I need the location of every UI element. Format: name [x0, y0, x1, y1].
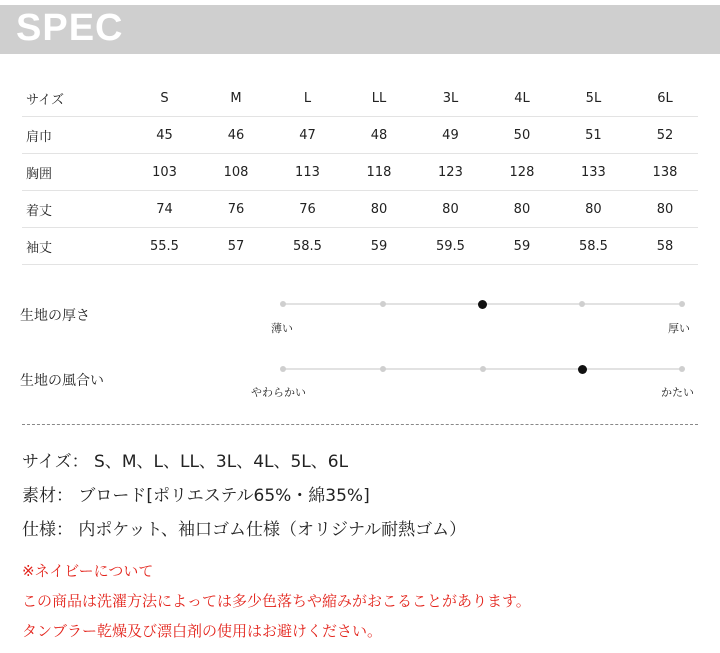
row-label: 着丈 [22, 191, 126, 228]
scale-high-label: 厚い [668, 322, 690, 335]
table-cell: 80 [555, 191, 632, 228]
thickness-scale [0, 296, 720, 346]
page-title: SPEC [16, 7, 124, 49]
size-spec-table [22, 80, 698, 265]
table-cell: 59.5 [412, 228, 489, 265]
table-cell: 113 [269, 154, 346, 191]
table-cell: 55.5 [126, 228, 203, 265]
size-col-header: L [269, 80, 346, 117]
table-cell: 76 [269, 191, 346, 228]
fading-warning: この商品は洗濯方法によっては多少色落ちや縮みがおこることがあります。 [22, 592, 531, 610]
scale-dot [679, 366, 685, 372]
table-cell: 52 [632, 117, 698, 154]
table-cell: 57 [203, 228, 269, 265]
table-cell: 59 [346, 228, 412, 265]
table-row [22, 191, 698, 228]
size-col-header: S [126, 80, 203, 117]
row-label: 肩巾 [22, 117, 126, 154]
scale-dot [679, 301, 685, 307]
table-cell: 49 [412, 117, 489, 154]
table-header-row [22, 80, 698, 117]
table-cell: 128 [489, 154, 555, 191]
table-cell: 58.5 [269, 228, 346, 265]
row-label: 胸囲 [22, 154, 126, 191]
size-col-header: 3L [412, 80, 489, 117]
scale-dot [380, 301, 386, 307]
size-col-header: M [203, 80, 269, 117]
table-cell: 46 [203, 117, 269, 154]
section-divider [22, 424, 698, 425]
table-cell: 48 [346, 117, 412, 154]
spec-header-bar [0, 5, 720, 54]
table-cell: 138 [632, 154, 698, 191]
scale-dot [579, 301, 585, 307]
table-cell: 80 [346, 191, 412, 228]
table-cell: 118 [346, 154, 412, 191]
size-col-header: 4L [489, 80, 555, 117]
table-cell: 76 [203, 191, 269, 228]
size-col-header: LL [346, 80, 412, 117]
table-cell: 133 [555, 154, 632, 191]
table-cell: 123 [412, 154, 489, 191]
scale-selected-dot [578, 365, 587, 374]
scale-dot [280, 366, 286, 372]
table-row [22, 228, 698, 265]
table-row [22, 154, 698, 191]
size-col-header: 6L [632, 80, 698, 117]
scale-low-label: 薄い [271, 322, 293, 335]
table-cell: 80 [489, 191, 555, 228]
row-label: 袖丈 [22, 228, 126, 265]
scale-label: 生地の風合い [20, 373, 104, 389]
table-cell: 45 [126, 117, 203, 154]
table-cell: 51 [555, 117, 632, 154]
scale-label: 生地の厚さ [20, 308, 90, 324]
table-row [22, 117, 698, 154]
drying-warning: タンブラー乾燥及び漂白剤の使用はお避けください。 [22, 622, 383, 640]
table-cell: 58 [632, 228, 698, 265]
scale-dot [280, 301, 286, 307]
table-cell: 108 [203, 154, 269, 191]
scale-dot [480, 366, 486, 372]
scale-dot [380, 366, 386, 372]
table-cell: 58.5 [555, 228, 632, 265]
scale-high-label: かたい [661, 386, 694, 399]
table-cell: 47 [269, 117, 346, 154]
spec-info: 仕様： 内ポケット、袖口ゴム仕様（オリジナル耐熱ゴム） [22, 520, 467, 540]
scale-low-label: やわらかい [251, 386, 306, 399]
table-cell: 50 [489, 117, 555, 154]
table-cell: 59 [489, 228, 555, 265]
scale-selected-dot [478, 300, 487, 309]
size-col-header: 5L [555, 80, 632, 117]
sizes-info: サイズ： S、M、L、LL、3L、4L、5L、6L [22, 452, 349, 472]
table-cell: 80 [632, 191, 698, 228]
texture-scale [0, 361, 720, 411]
header-label: サイズ [22, 80, 126, 117]
navy-note-heading: ※ネイビーについて [22, 562, 154, 580]
table-cell: 103 [126, 154, 203, 191]
table-cell: 74 [126, 191, 203, 228]
material-info: 素材： ブロード[ポリエステル65%・綿35%] [22, 486, 370, 506]
table-cell: 80 [412, 191, 489, 228]
